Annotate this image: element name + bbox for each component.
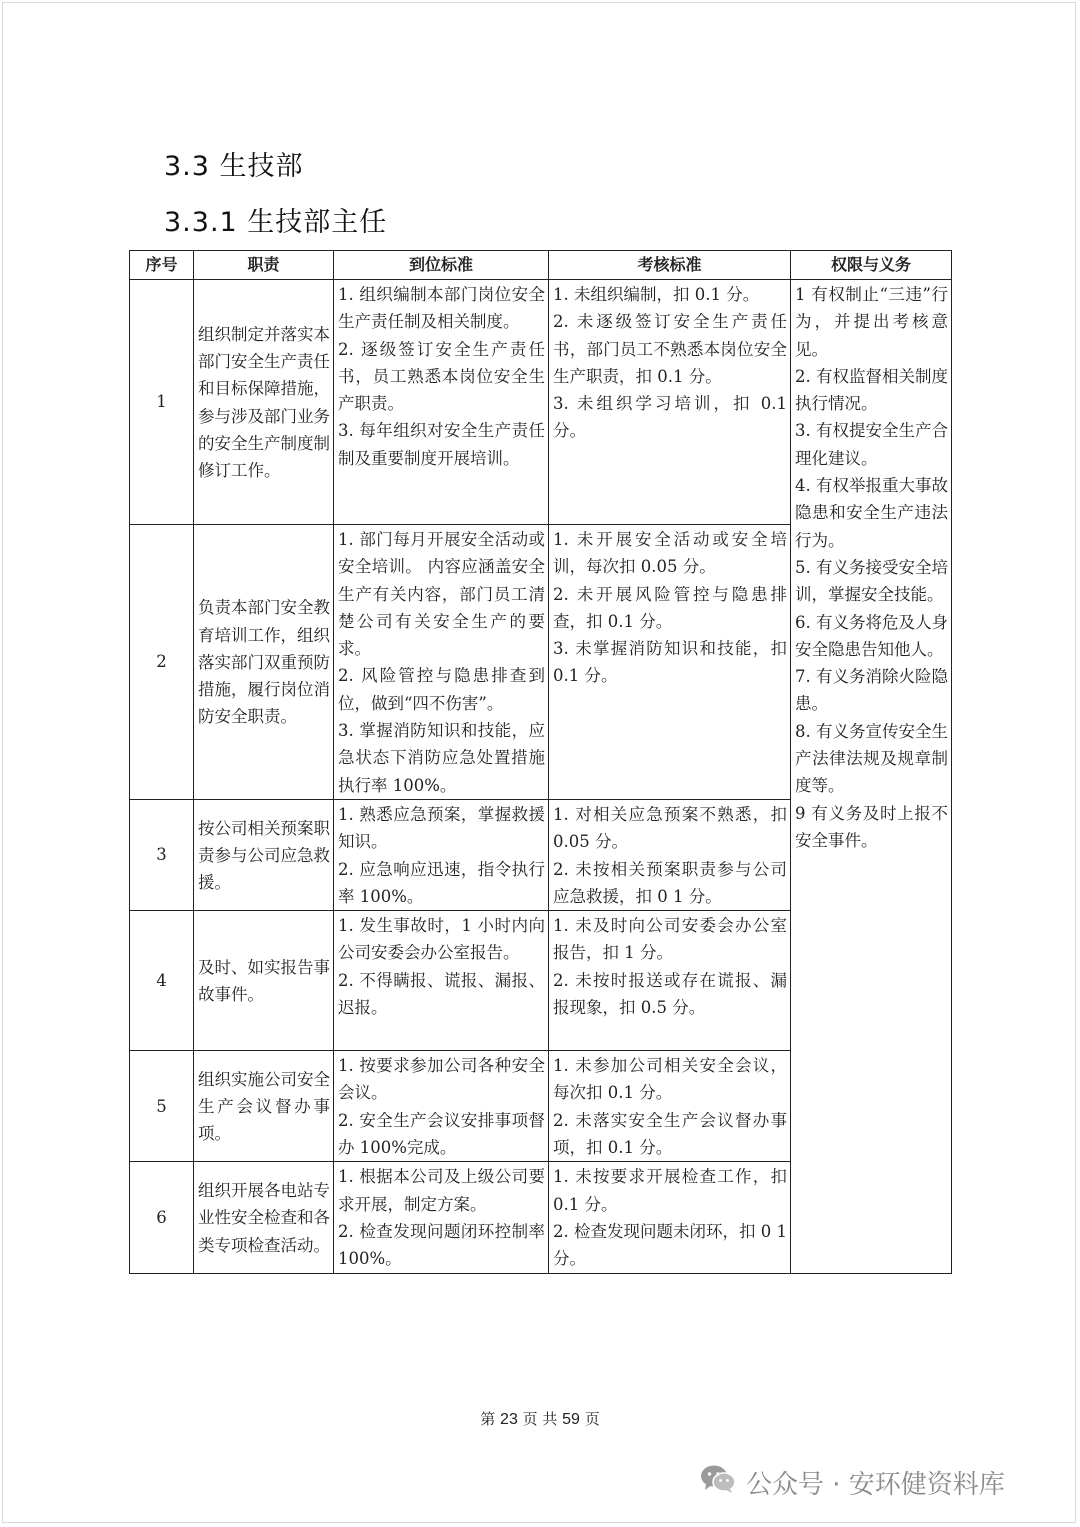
row-standard [334,1162,549,1273]
row-standard [334,911,549,1051]
standard-item: 2. 安全生产会议安排事项督办 100%完成。 [338,1110,545,1158]
section-heading: 3.3 生技部 [164,151,304,182]
row-no: 6 [130,1162,194,1273]
rights-item: 4. 有权举报重大事故隐患和安全生产违法行为。 [795,476,948,550]
row-duty: 组织开展各电站专业性安全检查和各类专项检查活动。 [194,1162,334,1273]
rights-item: 3. 有权提安全生产合理化建议。 [795,421,948,468]
header-standard: 到位标准 [334,251,549,280]
row-no: 4 [130,911,194,1051]
row-standard [334,1051,549,1162]
standard-item: 3. 掌握消防知识和技能，应急状态下消防应急处置措施执行率 100%。 [338,721,545,795]
assessment-item: 3. 未组织学习培训，扣 0.1 分。 [553,394,787,441]
standard-item: 1. 发生事故时，1 小时内向公司安委会办公室报告。 [338,916,545,963]
row-duty: 组织制定并落实本部门安全生产责任和目标保障措施，参与涉及部门业务的安全生产制度制修订工作。 [194,280,334,525]
row-no: 3 [130,799,194,910]
standard-item: 2. 逐级签订安全生产责任书，员工熟悉本岗位安全生产职责。 [338,339,545,414]
row-assessment [549,799,791,910]
assessment-item: 1. 未参加公司相关安全会议，每次扣 0.1 分。 [553,1056,787,1103]
watermark [700,1460,1005,1504]
header-duty: 职责 [194,251,334,280]
duty-table [129,250,952,1274]
footer-middle: 页 共 [517,1410,563,1428]
total-page-count: 59 [562,1411,580,1428]
standard-item: 1. 熟悉应急预案，掌握救援知识。 [338,804,545,852]
assessment-item: 2. 未按时报送或存在谎报、漏报现象，扣 0.5 分。 [553,970,787,1018]
rights-item: 5. 有义务接受安全培训，掌握安全技能。 [795,557,948,605]
row-duty: 组织实施公司安全生产会议督办事项。 [194,1051,334,1162]
standard-item: 1. 组织编制本部门岗位安全生产责任制及相关制度。 [338,285,545,332]
page-footer [0,1408,1080,1429]
watermark-text: 公众号 · 安环健资料库 [746,1469,1005,1500]
assessment-item: 2. 未落实安全生产会议督办事项，扣 0.1 分。 [553,1110,787,1158]
assessment-item: 1. 对相关应急预案不熟悉，扣 0.05 分。 [553,804,787,852]
assessment-item: 3. 未掌握消防知识和技能，扣 0.1 分。 [553,639,787,686]
row-duty: 负责本部门安全教育培训工作，组织落实部门双重预防措施，履行岗位消防安全职责。 [194,525,334,800]
rights-item: 8. 有义务宣传安全生产法律法规及规章制度等。 [795,721,948,796]
assessment-item: 2. 检查发现问题未闭环，扣 0 1 分。 [553,1221,787,1269]
row-assessment [549,1162,791,1273]
assessment-item: 2. 未开展风险管控与隐患排查，扣 0.1 分。 [553,584,787,631]
footer-suffix: 页 [579,1410,600,1428]
table-row [130,280,952,525]
rights-item: 9 有义务及时上报不安全事件。 [795,803,948,850]
row-standard [334,799,549,910]
row-standard [334,525,549,800]
header-assessment: 考核标准 [549,251,791,280]
rights-item: 2. 有权监督相关制度执行情况。 [795,366,948,414]
subsection-heading: 3.3.1 生技部主任 [164,207,388,238]
row-duty: 及时、如实报告事故事件。 [194,911,334,1051]
wechat-icon [700,1464,736,1501]
assessment-item: 1. 未开展安全活动或安全培训，每次扣 0.05 分。 [553,530,787,577]
header-rights: 权限与义务 [791,251,952,280]
rights-item: 6. 有义务将危及人身安全隐患告知他人。 [795,612,948,659]
row-assessment [549,1051,791,1162]
assessment-item: 1. 未组织编制，扣 0.1 分。 [553,285,760,304]
assessment-item: 2. 未按相关预案职责参与公司应急救援，扣 0 1 分。 [553,859,787,906]
assessment-item: 2. 未逐级签订安全生产责任书，部门员工不熟悉本岗位安全生产职责，扣 0.1 分。 [553,312,787,386]
assessment-item: 1. 未及时向公司安委会办公室报告，扣 1 分。 [553,916,787,963]
standard-item: 1. 部门每月开展安全活动或安全培训。 内容应涵盖安全生产有关内容，部门员工清楚公司有关安全生产的要求。 [338,530,545,659]
standard-item: 2. 应急响应迅速，指令执行率 100%。 [338,859,545,906]
standard-item: 1. 根据本公司及上级公司要求开展，制定方案。 [338,1167,545,1214]
header-no: 序号 [130,251,194,280]
standard-item: 1. 按要求参加公司各种安全会议。 [338,1056,545,1103]
row-standard [334,280,549,525]
footer-prefix: 第 [480,1410,501,1428]
standard-item: 2. 检查发现问题闭环控制率 100%。 [338,1221,545,1269]
assessment-item: 1. 未按要求开展检查工作，扣 0.1 分。 [553,1167,787,1214]
row-assessment [549,911,791,1051]
rights-item: 7. 有义务消除火险隐患。 [795,667,948,714]
standard-item: 3. 每年组织对安全生产责任制及重要制度开展培训。 [338,421,545,468]
current-page-number: 23 [500,1411,518,1428]
standard-item: 2. 风险管控与隐患排查到位，做到“四不伤害”。 [338,666,545,713]
row-no: 2 [130,525,194,800]
row-duty: 按公司相关预案职责参与公司应急救援。 [194,799,334,910]
row-assessment [549,525,791,800]
row-no: 1 [130,280,194,525]
rights-cell [791,280,952,1274]
row-assessment [549,280,791,525]
standard-item: 2. 不得瞒报、谎报、漏报、迟报。 [338,970,545,1018]
row-no: 5 [130,1051,194,1162]
rights-item: 1 有权制止“三违”行为，并提出考核意见。 [795,285,948,359]
table-header-row [130,251,952,280]
